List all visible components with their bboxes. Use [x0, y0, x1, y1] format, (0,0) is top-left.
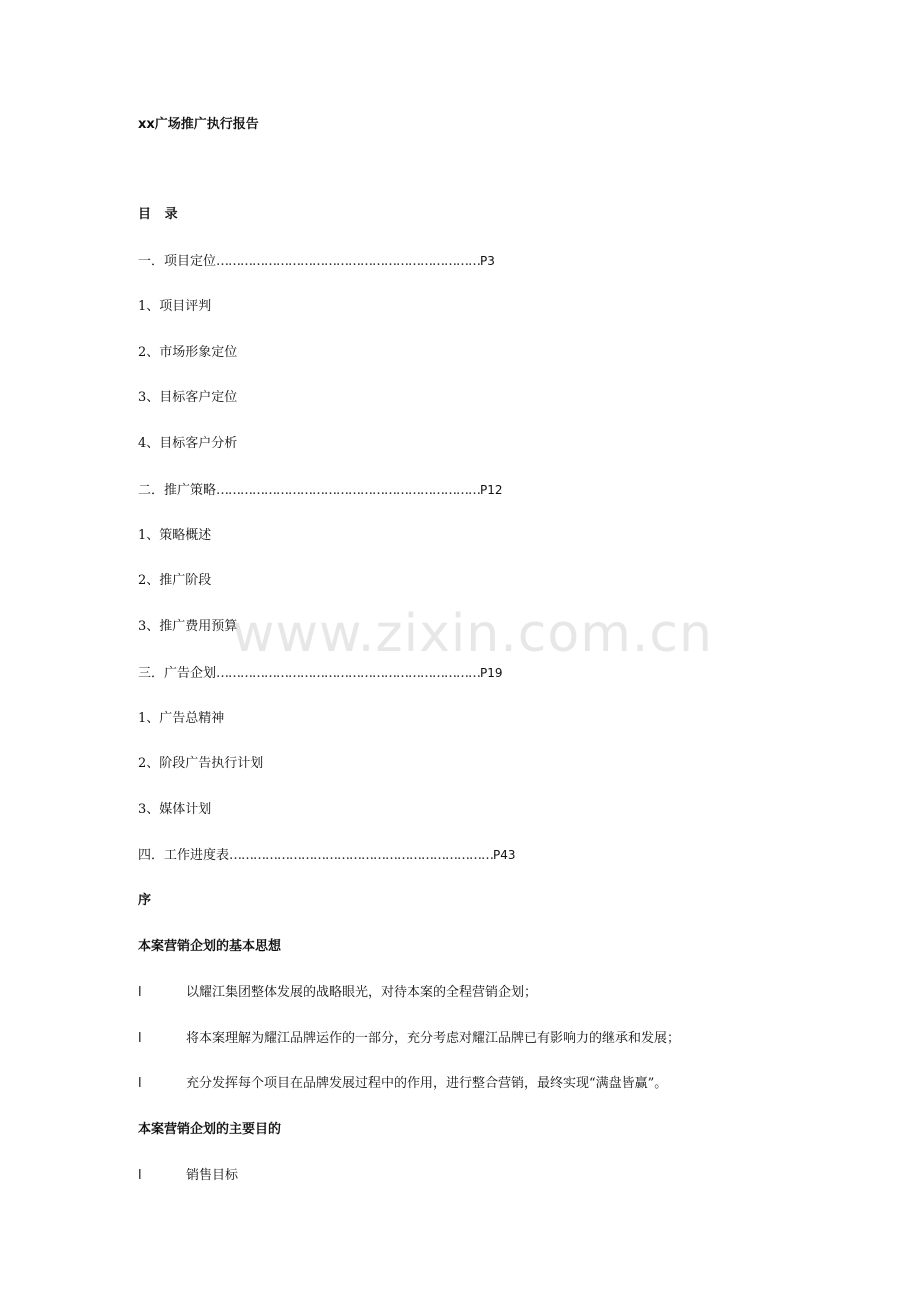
toc-subentry[interactable]: 3、目标客户定位: [138, 390, 238, 405]
bullet-text: 将本案理解为耀江品牌运作的一部分，充分考虑对耀江品牌已有影响力的继承和发展；: [186, 1031, 681, 1046]
watermark: www.zixin.com.cn: [232, 604, 713, 664]
toc-subentry[interactable]: 1、策略概述: [138, 528, 212, 543]
toc-subentry[interactable]: 3、媒体计划: [138, 802, 212, 817]
toc-subentry[interactable]: 4、目标客户分析: [138, 436, 238, 451]
toc-entry-1[interactable]: [138, 253, 495, 270]
toc-leader-dots: …………………………………………………………: [216, 666, 481, 681]
toc-entry-label: 一．项目定位: [138, 254, 217, 269]
toc-heading: 目 录: [138, 207, 178, 222]
section-heading-main-purpose: 本案营销企划的主要目的: [138, 1122, 282, 1137]
bullet-marker: l: [138, 1076, 142, 1091]
toc-entry-label: 三．广告企划: [138, 666, 217, 681]
bullet-item: [138, 1031, 680, 1047]
toc-leader-dots: …………………………………………………………: [216, 254, 481, 269]
bullet-marker: l: [138, 1168, 142, 1183]
bullet-marker: l: [138, 1031, 142, 1046]
bullet-text: 销售目标: [186, 1168, 239, 1183]
bullet-text: 以耀江集团整体发展的战略眼光，对待本案的全程营销企划；: [186, 985, 538, 1000]
section-heading-basic-idea: 本案营销企划的基本思想: [138, 939, 282, 954]
toc-page-number: P43: [493, 848, 516, 862]
bullet-item: [138, 985, 537, 1001]
toc-subentry[interactable]: 1、广告总精神: [138, 711, 225, 726]
bullet-marker: l: [138, 985, 142, 1000]
toc-page-number: P19: [480, 666, 503, 680]
toc-entry-4[interactable]: [138, 847, 516, 864]
toc-subentry[interactable]: 2、市场形象定位: [138, 345, 238, 360]
document-title: xx广场推广执行报告: [138, 117, 259, 132]
toc-entry-label: 二．推广策略: [138, 483, 217, 498]
toc-subentry[interactable]: 2、阶段广告执行计划: [138, 756, 264, 771]
toc-entry-2[interactable]: [138, 482, 503, 499]
toc-page-number: P12: [480, 483, 503, 497]
toc-leader-dots: …………………………………………………………: [229, 848, 494, 863]
toc-page-number: P3: [480, 254, 495, 268]
toc-leader-dots: …………………………………………………………: [216, 483, 481, 498]
toc-subentry[interactable]: 3、推广费用预算: [138, 619, 238, 634]
bullet-text: 充分发挥每个项目在品牌发展过程中的作用，进行整合营销，最终实现“满盘皆赢”。: [186, 1076, 668, 1091]
bullet-item: [138, 1076, 667, 1092]
preface-heading: 序: [138, 893, 152, 908]
toc-subentry[interactable]: 2、推广阶段: [138, 573, 212, 588]
toc-entry-3[interactable]: [138, 665, 503, 682]
bullet-item: [138, 1168, 238, 1184]
toc-entry-label: 四．工作进度表: [138, 848, 230, 863]
toc-subentry[interactable]: 1、项目评判: [138, 299, 212, 314]
